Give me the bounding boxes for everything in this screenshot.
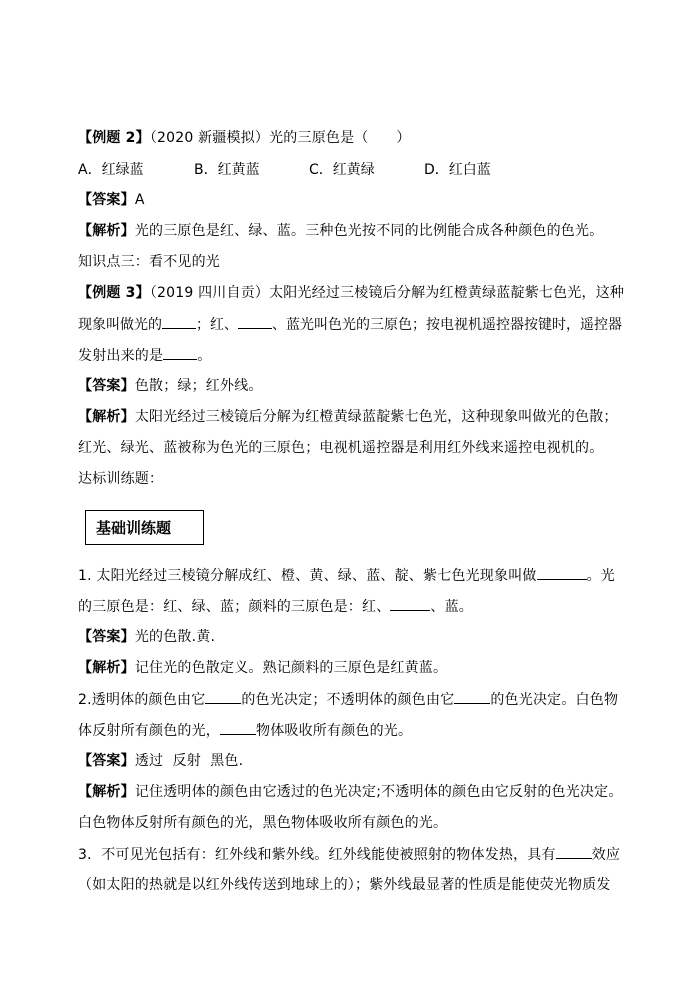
section-title-box [85, 510, 204, 545]
example3-line1-text: （2019 四川自贡）太阳光经过三棱镜后分解为红橙黄绿蓝靛紫七色光，这种 [149, 285, 625, 301]
text-segment: 的色光决定；不透明体的颜色由它 [241, 692, 455, 708]
fill-blank [162, 314, 196, 329]
q1-analysis [78, 658, 447, 678]
q2-line2 [78, 720, 412, 741]
answer-label: 【答案】 [78, 753, 135, 769]
text-segment: 3．不可见光包括有：红外线和紫外线。红外线能使被照射的物体发热，具有 [78, 847, 556, 863]
text-segment: 效应 [591, 847, 621, 863]
analysis-label: 【解析】 [78, 784, 135, 800]
fill-blank [537, 565, 587, 580]
analysis-label: 【解析】 [78, 409, 135, 425]
fill-blank [454, 689, 490, 704]
choice-c: C．红黄绿 [309, 162, 375, 178]
analysis-text: 太阳光经过三棱镜后分解为红橙黄绿蓝靛紫七色光，这种现象叫做光的色散； [134, 409, 618, 425]
example3-line1 [78, 283, 624, 303]
example3-label: 【例题 3】 [78, 285, 150, 301]
example2-question [78, 128, 411, 148]
example3-line3 [78, 345, 211, 366]
fill-blank [390, 596, 430, 611]
choice-b: B．红黄蓝 [194, 162, 260, 178]
example3-line2 [78, 314, 622, 335]
text-segment: 。光 [586, 568, 616, 584]
fill-blank [220, 720, 256, 735]
q3-line1 [78, 844, 620, 865]
answer-text: 光的色散.黄. [134, 629, 216, 645]
choice-d: D．红白蓝 [424, 162, 491, 178]
q3-line2: （如太阳的热就是以红外线传送到地球上的）；紫外线最显著的性质是能使荧光物质发 [78, 877, 611, 893]
text-segment: 、蓝。 [430, 599, 474, 615]
text-segment: 物体吸收所有颜色的光。 [256, 723, 413, 739]
text-segment: 、蓝光叫色光的三原色；按电视机遥控器按键时，遥控器 [272, 317, 622, 333]
example2-answer [78, 190, 145, 210]
text-segment: 2.透明体的颜色由它 [78, 692, 206, 708]
q2-line1 [78, 689, 618, 710]
text-segment: 。 [197, 348, 212, 364]
answer-text: 透过 反射 黑色. [134, 753, 244, 769]
example3-analysis-line2: 红光、绿光、蓝被称为色光的三原色；电视机遥控器是利用红外线来遥控电视机的。 [78, 440, 604, 456]
q1-answer [78, 627, 215, 647]
text-segment: 体反射所有颜色的光， [78, 723, 220, 739]
analysis-text: 光的三原色是红、绿、蓝。三种色光按不同的比例能合成各种颜色的色光。 [134, 223, 604, 239]
fill-blank [556, 844, 592, 859]
example2-question-text: （2020 新疆模拟）光的三原色是（ ） [149, 130, 411, 146]
q1-line1 [78, 565, 615, 586]
answer-label: 【答案】 [78, 378, 135, 394]
text-segment: 1. 太阳光经过三棱镜分解成红、橙、黄、绿、蓝、靛、紫七色光现象叫做 [78, 568, 537, 584]
fill-blank [205, 689, 241, 704]
answer-text: A [134, 192, 145, 208]
q1-line2 [78, 596, 473, 617]
text-segment: 的三原色是：红、绿、蓝；颜料的三原色是：红、 [78, 599, 391, 615]
example2-analysis [78, 221, 603, 241]
analysis-label: 【解析】 [78, 223, 135, 239]
example3-analysis-line1 [78, 407, 618, 427]
choice-a: A．红绿蓝 [78, 162, 144, 178]
section-title: 基础训练题 [96, 519, 172, 537]
text-segment: ；红、 [196, 317, 238, 333]
fill-blank [163, 345, 197, 360]
fill-blank [238, 314, 272, 329]
q2-analysis-line2: 白色物体反射所有颜色的光，黑色物体吸收所有颜色的光。 [78, 815, 448, 831]
example3-answer [78, 376, 263, 396]
text-segment: 现象叫做光的 [78, 317, 162, 333]
analysis-text: 记住透明体的颜色由它透过的色光决定;不透明体的颜色由它反射的色光决定。 [134, 784, 623, 800]
q2-answer [78, 751, 243, 771]
example2-label: 【例题 2】 [78, 130, 150, 146]
text-segment: 发射出来的是 [78, 348, 164, 364]
answer-label: 【答案】 [78, 192, 135, 208]
knowledge-point-heading: 知识点三：看不见的光 [78, 254, 220, 270]
answer-text: 色散；绿；红外线。 [134, 378, 263, 394]
q2-analysis-line1 [78, 782, 623, 802]
answer-label: 【答案】 [78, 629, 135, 645]
text-segment: 的色光决定。白色物 [490, 692, 619, 708]
analysis-label: 【解析】 [78, 660, 135, 676]
analysis-text: 记住光的色散定义。熟记颜料的三原色是红黄蓝。 [134, 660, 448, 676]
training-title: 达标训练题： [78, 471, 164, 487]
